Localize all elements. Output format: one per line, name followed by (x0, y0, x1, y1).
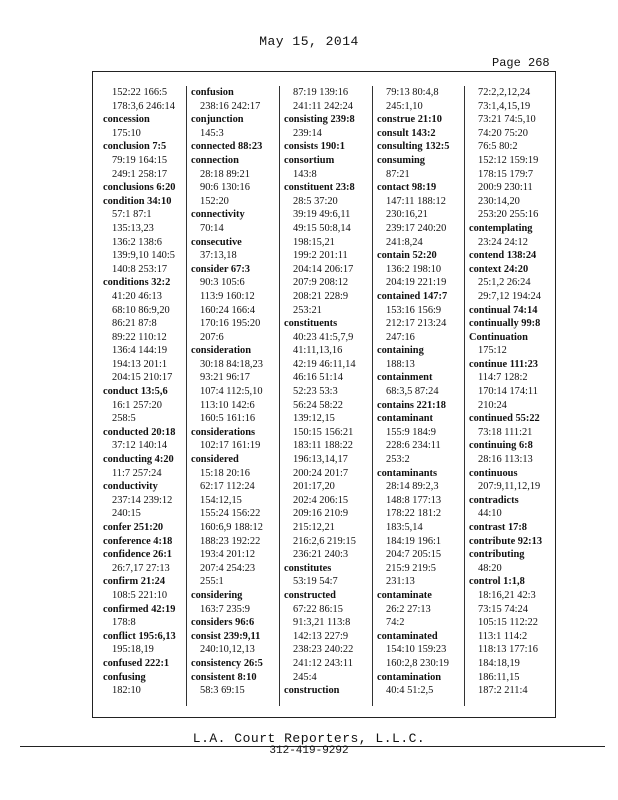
index-column-2 (186, 86, 279, 706)
index-reference: 253:2 (386, 454, 410, 466)
index-reference: 241:11 242:24 (293, 100, 353, 112)
index-reference: 28:5 37:20 (293, 195, 338, 207)
index-reference: 160:24 166:4 (200, 304, 256, 316)
index-term: contrast 17:8 (469, 522, 528, 533)
index-term: contributing (469, 549, 525, 561)
index-reference: 136:2 198:10 (386, 263, 442, 275)
index-reference: 107:4 112:5,10 (200, 386, 263, 398)
index-reference: 245:1,10 (386, 100, 423, 112)
index-reference: 41:11,13,16 (293, 345, 343, 357)
index-reference: 28:16 113:13 (478, 454, 533, 466)
index-term: contradicts (469, 494, 519, 506)
index-term: conductivity (103, 481, 158, 493)
index-column-5 (464, 86, 557, 706)
index-term: constituent 23:8 (284, 182, 355, 194)
index-term: consistency 26:5 (191, 657, 263, 669)
index-reference: 136:2 138:6 (112, 236, 162, 248)
index-column-1 (99, 86, 191, 706)
index-reference: 207:9 208:12 (293, 277, 349, 289)
index-term: consult 143:2 (377, 127, 436, 139)
index-reference: 160:5 161:16 (200, 413, 256, 425)
index-reference: 74:2 (386, 617, 405, 629)
index-reference: 90:6 130:16 (200, 182, 250, 194)
index-reference: 73:15 74:24 (478, 603, 528, 615)
footer-phone: 312-419-9292 (269, 745, 349, 757)
index-reference: 58:3 69:15 (200, 685, 245, 697)
index-term: connectivity (191, 209, 245, 221)
index-reference: 237:14 239:12 (112, 494, 173, 506)
index-reference: 46:16 51:14 (293, 372, 343, 384)
index-box (92, 71, 556, 718)
index-reference: 26:2 27:13 (386, 603, 431, 615)
index-reference: 230:16,21 (386, 209, 428, 221)
index-reference: 44:10 (478, 508, 502, 520)
index-reference: 186:11,15 (478, 671, 520, 683)
index-term: confirmed 42:19 (103, 603, 176, 615)
index-reference: 152:12 159:19 (478, 154, 539, 166)
index-reference: 87:21 (386, 168, 410, 180)
index-reference: 238:16 242:17 (200, 100, 261, 112)
index-reference: 245:4 (293, 671, 317, 683)
index-term: conflict 195:6,13 (103, 630, 176, 642)
index-reference: 150:15 156:21 (293, 426, 354, 438)
index-reference: 208:21 228:9 (293, 290, 349, 302)
index-reference: 204:14 206:17 (293, 263, 354, 275)
index-reference: 143:8 (293, 168, 317, 180)
index-reference: 195:18,19 (112, 644, 154, 656)
index-reference: 114:7 128:2 (478, 372, 528, 384)
index-reference: 241:12 243:11 (293, 657, 353, 669)
index-reference: 154:12,15 (200, 494, 242, 506)
index-reference: 40:23 41:5,7,9 (293, 331, 354, 343)
index-term: confusing (103, 671, 146, 683)
index-column-3 (279, 86, 372, 706)
index-term: considering (191, 589, 243, 601)
page-number: Page 268 (492, 56, 550, 70)
index-reference: 93:21 96:17 (200, 372, 250, 384)
index-term: consideration (191, 345, 252, 357)
index-reference: 57:1 87:1 (112, 209, 152, 221)
index-reference: 108:5 221:10 (112, 589, 168, 601)
index-term: contaminant (377, 413, 433, 425)
index-reference: 79:19 164:15 (112, 154, 168, 166)
index-reference: 212:17 213:24 (386, 318, 447, 330)
index-reference: 207:4 254:23 (200, 562, 256, 574)
index-reference: 204:19 221:19 (386, 277, 447, 289)
index-term: conjunction (191, 114, 244, 126)
index-term: contained 147:7 (377, 290, 448, 302)
index-reference: 136:4 144:19 (112, 345, 168, 357)
index-reference: 163:7 235:9 (200, 603, 250, 615)
index-reference: 155:24 156:22 (200, 508, 261, 520)
index-reference: 73:21 74:5,10 (478, 114, 536, 126)
index-term: contamination (377, 671, 442, 683)
index-term: considered (191, 454, 239, 466)
index-reference: 178:22 181:2 (386, 508, 442, 520)
index-term: confer 251:20 (103, 522, 164, 533)
index-reference: 200:9 230:11 (478, 182, 533, 194)
index-term: contain 52:20 (377, 250, 437, 262)
index-reference: 72:2,2,12,24 (478, 87, 531, 98)
index-reference: 198:15,21 (293, 236, 335, 248)
index-reference: 113:9 160:12 (200, 290, 255, 302)
index-term: connection (191, 154, 239, 166)
index-term: considerations (191, 426, 256, 438)
index-reference: 154:10 159:23 (386, 644, 447, 656)
index-term: context 24:20 (469, 263, 529, 275)
index-term: control 1:1,8 (469, 576, 525, 588)
index-term: contemplating (469, 222, 533, 234)
index-reference: 236:21 240:3 (293, 549, 349, 561)
index-reference: 230:14,20 (478, 195, 520, 207)
index-term: confusion (191, 87, 234, 98)
index-reference: 253:20 255:16 (478, 209, 539, 221)
index-reference: 204:7 205:15 (386, 549, 442, 561)
index-reference: 187:2 211:4 (478, 685, 528, 697)
index-reference: 67:22 86:15 (293, 603, 343, 615)
index-reference: 28:14 89:2,3 (386, 481, 439, 493)
index-term: contaminate (377, 589, 432, 601)
index-term: continually 99:8 (469, 318, 541, 330)
index-reference: 76:5 80:2 (478, 141, 518, 153)
index-term: consider 67:3 (191, 263, 250, 275)
index-reference: 37:12 140:14 (112, 440, 168, 452)
index-reference: 160:2,8 230:19 (386, 657, 449, 669)
index-reference: 178:3,6 246:14 (112, 100, 175, 112)
index-term: constructed (284, 589, 336, 601)
index-term: conclusion 7:5 (103, 141, 167, 153)
index-reference: 160:6,9 188:12 (200, 522, 263, 533)
index-reference: 241:8,24 (386, 236, 423, 248)
index-reference: 188:23 192:22 (200, 535, 261, 547)
index-reference: 178:8 (112, 617, 136, 629)
index-reference: 228:6 234:11 (386, 440, 441, 452)
index-reference: 62:17 112:24 (200, 481, 255, 493)
index-reference: 183:5,14 (386, 522, 423, 533)
index-term: construe 21:10 (377, 114, 442, 126)
index-reference: 145:3 (200, 127, 224, 139)
index-reference: 139:9,10 140:5 (112, 250, 175, 262)
index-reference: 56:24 58:22 (293, 399, 343, 411)
index-reference: 148:8 177:13 (386, 494, 442, 506)
index-term: contaminants (377, 467, 438, 479)
index-reference: 202:4 206:15 (293, 494, 349, 506)
index-term: confirm 21:24 (103, 576, 166, 588)
index-term: contact 98:19 (377, 182, 437, 194)
index-reference: 255:1 (200, 576, 224, 588)
index-reference: 91:3,21 113:8 (293, 617, 351, 629)
index-term: consisting 239:8 (284, 114, 355, 126)
index-reference: 30:18 84:18,23 (200, 358, 263, 370)
index-reference: 86:21 87:8 (112, 318, 157, 330)
index-reference: 73:1,4,15,19 (478, 100, 531, 112)
index-reference: 210:24 (478, 399, 507, 411)
index-reference: 231:13 (386, 576, 415, 588)
index-reference: 193:4 201:12 (200, 549, 256, 561)
index-reference: 48:20 (478, 562, 502, 574)
index-reference: 29:7,12 194:24 (478, 290, 541, 302)
index-term: continual 74:14 (469, 304, 538, 316)
index-term: constitutes (284, 562, 332, 574)
index-reference: 152:20 (200, 195, 229, 207)
index-term: consecutive (191, 236, 242, 248)
index-reference: 199:2 201:11 (293, 250, 348, 262)
index-reference: 215:9 219:5 (386, 562, 436, 574)
index-reference: 37:13,18 (200, 250, 237, 262)
index-reference: 188:13 (386, 358, 415, 370)
index-reference: 28:18 89:21 (200, 168, 250, 180)
index-reference: 170:14 174:11 (478, 386, 538, 398)
index-reference: 238:23 240:22 (293, 644, 354, 656)
index-reference: 239:17 240:20 (386, 222, 447, 234)
index-term: consuming (377, 154, 425, 166)
index-term: contend 138:24 (469, 250, 537, 262)
index-reference: 52:23 53:3 (293, 386, 338, 398)
index-term: concession (103, 114, 150, 126)
index-reference: 196:13,14,17 (293, 454, 348, 466)
index-reference: 253:21 (293, 304, 322, 316)
index-reference: 113:1 114:2 (478, 630, 528, 642)
index-reference: 49:15 50:8,14 (293, 222, 351, 234)
index-reference: 11:7 257:24 (112, 467, 162, 479)
index-reference: 170:16 195:20 (200, 318, 261, 330)
index-term: conclusions 6:20 (103, 182, 176, 194)
index-reference: 204:15 210:17 (112, 372, 173, 384)
index-term: continuous (469, 467, 518, 479)
index-term: consists 190:1 (284, 141, 345, 153)
index-reference: 42:19 46:11,14 (293, 358, 356, 370)
index-term: containing (377, 345, 424, 357)
index-term: continued 55:22 (469, 413, 540, 425)
index-term: conduct 13:5,6 (103, 386, 168, 398)
index-reference: 152:22 166:5 (112, 87, 168, 98)
index-reference: 53:19 54:7 (293, 576, 338, 588)
index-reference: 40:4 51:2,5 (386, 685, 434, 697)
index-column-4 (372, 86, 464, 706)
index-term: confidence 26:1 (103, 549, 172, 561)
index-reference: 175:12 (478, 345, 507, 357)
index-reference: 184:19 196:1 (386, 535, 442, 547)
index-reference: 139:12,15 (293, 413, 335, 425)
index-term: consulting 132:5 (377, 141, 450, 153)
index-reference: 207:6 (200, 331, 224, 343)
page-date: May 15, 2014 (259, 34, 359, 49)
index-reference: 200:24 201:7 (293, 467, 349, 479)
index-term: contribute 92:13 (469, 535, 543, 547)
index-reference: 23:24 24:12 (478, 236, 528, 248)
index-reference: 207:9,11,12,19 (478, 481, 541, 493)
index-reference: 247:16 (386, 331, 415, 343)
index-reference: 70:14 (200, 222, 224, 234)
index-term: Continuation (469, 331, 528, 343)
index-reference: 105:15 112:22 (478, 617, 538, 629)
footer-company: L.A. Court Reporters, L.L.C. (192, 731, 426, 746)
index-reference: 140:8 253:17 (112, 263, 168, 275)
index-reference: 15:18 20:16 (200, 467, 250, 479)
index-reference: 155:9 184:9 (386, 426, 436, 438)
index-term: contains 221:18 (377, 399, 446, 411)
index-reference: 113:10 142:6 (200, 399, 255, 411)
index-term: consistent 8:10 (191, 671, 257, 683)
index-reference: 183:11 188:22 (293, 440, 353, 452)
index-reference: 249:1 258:17 (112, 168, 168, 180)
index-reference: 39:19 49:6,11 (293, 209, 351, 221)
index-reference: 240:10,12,13 (200, 644, 255, 656)
index-reference: 175:10 (112, 127, 141, 139)
index-reference: 16:1 257:20 (112, 399, 162, 411)
index-term: connected 88:23 (191, 141, 263, 153)
index-reference: 89:22 110:12 (112, 331, 167, 343)
index-reference: 87:19 139:16 (293, 87, 349, 98)
index-term: continue 111:23 (469, 358, 538, 370)
index-term: construction (284, 685, 340, 697)
index-reference: 74:20 75:20 (478, 127, 528, 139)
index-reference: 68:3,5 87:24 (386, 386, 439, 398)
index-term: conference 4:18 (103, 535, 173, 547)
index-reference: 216:2,6 219:15 (293, 535, 356, 547)
index-reference: 25:1,2 26:24 (478, 277, 531, 289)
index-reference: 147:11 188:12 (386, 195, 446, 207)
index-reference: 118:13 177:16 (478, 644, 538, 656)
index-reference: 239:14 (293, 127, 322, 139)
index-reference: 209:16 210:9 (293, 508, 349, 520)
index-reference: 135:13,23 (112, 222, 154, 234)
index-term: consortium (284, 154, 335, 166)
index-reference: 153:16 156:9 (386, 304, 442, 316)
index-reference: 18:16,21 42:3 (478, 589, 536, 601)
index-reference: 102:17 161:19 (200, 440, 261, 452)
index-term: contaminated (377, 630, 438, 642)
index-reference: 258:5 (112, 413, 136, 425)
index-reference: 68:10 86:9,20 (112, 304, 170, 316)
index-term: consist 239:9,11 (191, 630, 261, 642)
index-term: containment (377, 372, 433, 384)
index-reference: 182:10 (112, 685, 141, 697)
index-reference: 201:17,20 (293, 481, 335, 493)
index-term: constituents (284, 318, 338, 330)
index-term: continuing 6:8 (469, 440, 533, 452)
index-reference: 240:15 (112, 508, 141, 520)
index-reference: 26:7,17 27:13 (112, 562, 170, 574)
index-term: conducting 4:20 (103, 454, 174, 466)
index-reference: 90:3 105:6 (200, 277, 245, 289)
index-reference: 184:18,19 (478, 657, 520, 669)
index-reference: 215:12,21 (293, 522, 335, 533)
index-reference: 194:13 201:1 (112, 358, 168, 370)
index-reference: 79:13 80:4,8 (386, 87, 439, 98)
index-term: condition 34:10 (103, 195, 172, 207)
index-term: considers 96:6 (191, 617, 255, 629)
index-reference: 178:15 179:7 (478, 168, 534, 180)
index-term: conducted 20:18 (103, 426, 176, 438)
index-reference: 41:20 46:13 (112, 290, 162, 302)
index-reference: 73:18 111:21 (478, 426, 533, 438)
index-reference: 142:13 227:9 (293, 630, 349, 642)
index-term: confused 222:1 (103, 657, 170, 669)
index-term: conditions 32:2 (103, 277, 171, 289)
